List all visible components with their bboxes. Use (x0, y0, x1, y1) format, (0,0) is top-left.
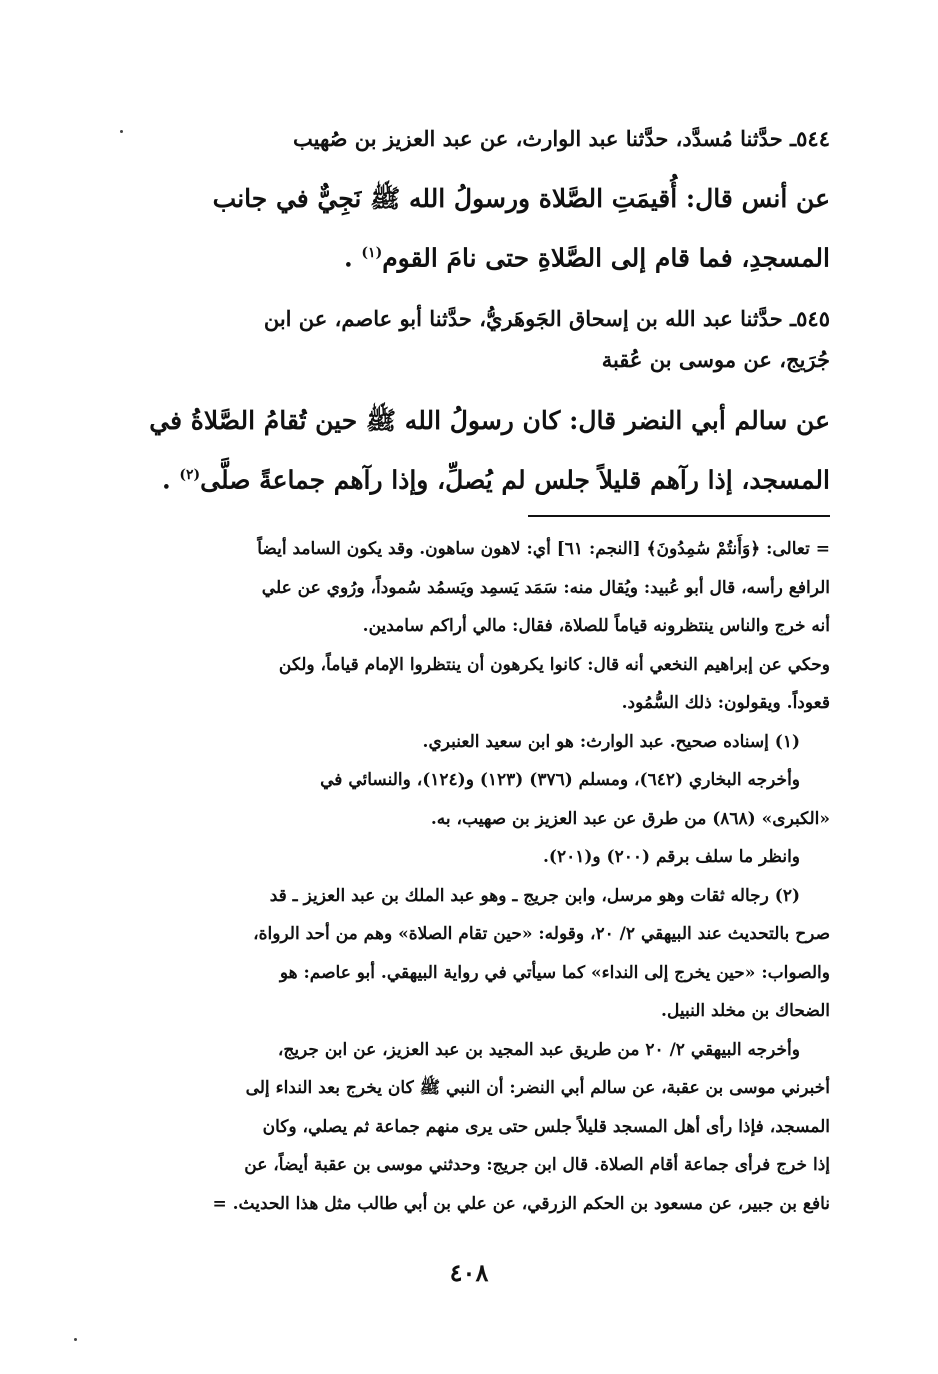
footnote-bayhaqi-line-2: أخبرني موسى بن عقبة، عن سالم أبي النضر: أن النبي ﷺ كان يخرج بعد النداء إلى (245, 1078, 830, 1098)
hadith-544-matn-line-2: المسجدِ، فما قام إلى الصَّلاةِ حتى نامَ القوم$^{(١)}$ . (344, 243, 830, 273)
footnote-2-line-1: (٢) رجاله ثقات وهو مرسل، وابن جريج ـ وهو عبد الملك بن عبد العزيز ـ قد (269, 885, 800, 906)
footnotes (108, 530, 830, 1223)
hadith-545-matn-text-2: المسجد، إذا رآهم قليلاً جلس لم يُصلِّ، وإذا رآهم جماعةً صلَّى (200, 465, 830, 495)
footnote-nakhai-line-2: قعوداً. ويقولون: ذلك السُّمُود. (621, 693, 830, 713)
footnote-bayhaqi-line-5: نافع بن جبير، عن مسعود بن الحكم الزرقي، عن علي بن أبي طالب مثل هذا الحديث. = (212, 1193, 830, 1214)
footnote-1-line-4: وانظر ما سلف برقم (٢٠٠) و(٢٠١). (542, 847, 800, 867)
scan-speck (74, 1338, 77, 1341)
footnote-2-line-3: والصواب: «حين يخرج إلى النداء» كما سيأتي في رواية البيهقي. أبو عاصم: هو (279, 962, 830, 983)
footnote-continuation-line-3: أنه خرج والناس ينتظرونه قياماً للصلاة، فقال: مالي أراكم سامدين. (362, 616, 830, 636)
footnote-2-line-2: صرح بالتحديث عند البيهقي ٢/ ٢٠، وقوله: «حين تقام الصلاة» وهم من أحد الرواة، (253, 924, 830, 944)
footnote-1-line-3: «الكبرى» (٨٦٨) من طرق عن عبد العزيز بن صهيب، به. (430, 808, 830, 829)
hadith-544-isnad (108, 118, 830, 159)
hadith-544-matn (108, 171, 830, 285)
hadith-544-matn-text-2: المسجدِ، فما قام إلى الصَّلاةِ حتى نامَ القوم (382, 243, 830, 273)
footnote-ref-1: (١) (361, 245, 383, 261)
footnote-2-line-4: الضحاك بن مخلد النبيل. (661, 1001, 830, 1021)
footnote-bayhaqi-line-1: وأخرجه البيهقي ٢/ ٢٠ من طريق عبد المجيد بن عبد العزيز، عن ابن جريج، (277, 1039, 800, 1060)
footnote-bayhaqi-line-3: المسجد، فإذا رأى أهل المسجد قليلاً جلس حتى يرى منهم جماعة ثم يصلي، وكان (262, 1116, 830, 1137)
hadith-545-isnad-line-1: ٥٤٥ـ حدَّثنا عبد الله بن إسحاق الجَوهَريُّ، حدَّثنا أبو عاصم، عن ابن (263, 306, 830, 331)
hadith-545-isnad-line-2: جُرَيج، عن موسى بن عُقبة (601, 347, 830, 372)
footnote-bayhaqi-line-4: إذا خرج فرأى جماعة أقام الصلاة. قال ابن جريج: وحدثني موسى بن عقبة أيضاً، عن (244, 1155, 830, 1175)
scan-speck (120, 130, 123, 133)
hadith-545-isnad (108, 298, 830, 380)
footnote-separator (528, 515, 830, 517)
footnote-ref-2: (٢) (179, 467, 201, 483)
hadith-545-matn-line-2: المسجد، إذا رآهم قليلاً جلس لم يُصلِّ، وإذا رآهم جماعةً صلَّى$^{(٢)}$ . (161, 465, 830, 495)
hadith-545-matn (108, 393, 830, 507)
page-number: ٤٠٨ (449, 1258, 489, 1287)
footnote-continuation-line-1: = تعالى: ﴿وَأَنتُمْ سَٰمِدُونَ﴾ [النجم: ٦١] أي: لاهون ساهون. وقد يكون السامد أيضاً (257, 539, 830, 559)
footnote-1-line-2: وأخرجه البخاري (٦٤٢)، ومسلم (٣٧٦) (١٢٣) و(١٢٤)، والنسائي في (320, 770, 800, 790)
footnote-nakhai-line-1: وحكي عن إبراهيم النخعي أنه قال: كانوا يكرهون أن ينتظروا الإمام قياماً، ولكن (278, 654, 830, 675)
hadith-544-isnad-line: ٥٤٤ـ حدَّثنا مُسدَّد، حدَّثنا عبد الوارث، عن عبد العزيز بن صُهيب (293, 126, 830, 151)
hadith-544-matn-line-1: عن أنس قال: أُقيمَتِ الصَّلاة ورسولُ الله ﷺ نَجِيٌّ في جانب (212, 184, 830, 213)
footnote-continuation-line-2: الرافع رأسه، قال أبو عُبيد: ويُقال منه: سَمَد يَسمِد ويَسمُد سُموداً، ورُوي عن علي (261, 577, 830, 598)
footnote-1-line-1: (١) إسناده صحيح. عبد الوارث: هو ابن سعيد العنبري. (422, 731, 800, 752)
hadith-545-matn-line-1: عن سالم أبي النضر قال: كان رسولُ الله ﷺ حين تُقامُ الصَّلاةُ في (149, 406, 830, 435)
